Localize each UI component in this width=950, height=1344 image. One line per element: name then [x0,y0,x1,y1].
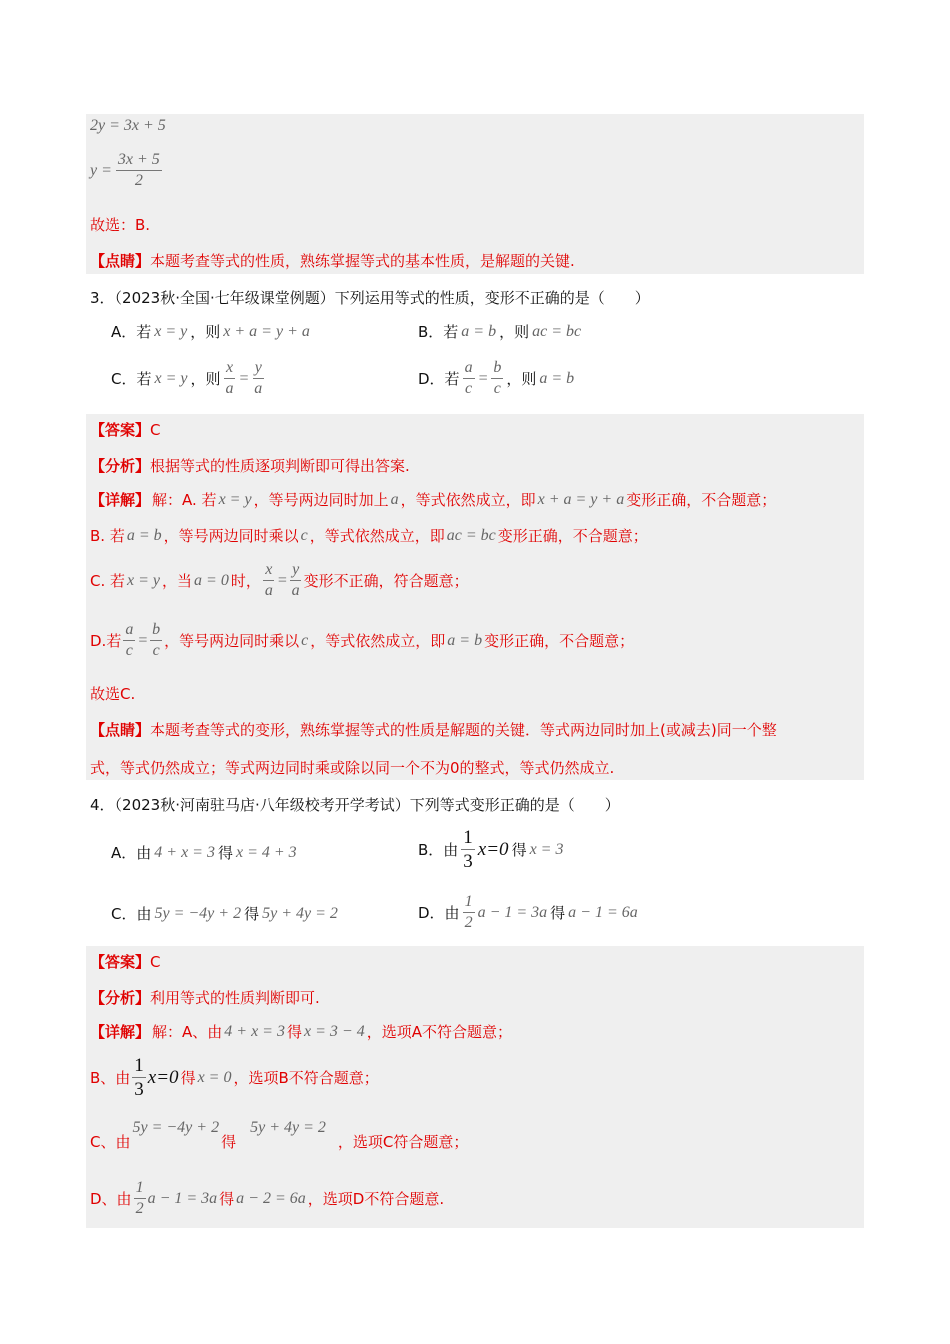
math: a = 0 [194,571,229,589]
text: C. 若 [90,571,126,590]
detail-tag: 【详解】 [90,1023,151,1041]
question-number: 3． [90,289,115,307]
denominator: a [225,380,234,397]
detail-line-4 [90,622,634,659]
option-b [418,828,563,871]
analysis-text: 根据等式的性质逐项判断即可得出答案. [150,457,410,475]
analysis-tag: 【分析】 [90,457,151,475]
equation-lhs: y = [90,161,112,179]
analysis-line [90,988,320,1008]
denominator: 2 [134,172,143,189]
math: x = y [127,571,161,589]
denominator: a [254,380,263,397]
fraction [224,360,236,397]
denominator: c [152,642,160,659]
option-a [111,843,297,863]
detail-tag: 【详解】 [90,491,151,509]
option-label: B．若 [418,323,459,341]
denominator: 2 [464,914,473,931]
math: a − 1 = 6a [568,903,638,921]
math: a = b [447,631,483,649]
note-tag: 【点睛】 [90,252,151,270]
fraction [150,622,162,659]
question-4-stem [90,795,620,815]
text: 变形不正确，符合题意； [303,571,469,590]
text: ，等式依然成立，即 [309,527,445,545]
question-3-stem [90,288,650,308]
fraction [491,360,503,397]
text: 得 [550,903,566,922]
math: x = 3 − 4 [304,1023,365,1040]
denominator: 3 [463,851,473,872]
analysis-text: 利用等式的性质判断即可. [150,989,320,1007]
equation-fraction [90,152,162,189]
numerator: 1 [134,1055,144,1076]
fraction [123,622,135,659]
note-line-1 [90,720,777,740]
denominator: 3 [134,1079,144,1100]
math: x + a = y + a [537,491,625,508]
option-a [111,322,310,342]
math: a − 1 = 3a [147,1189,218,1207]
option-b [418,322,581,342]
numerator: 1 [463,894,475,913]
option-label: A．由 [111,844,152,862]
numerator: b [491,360,503,379]
math: 4 + x = 3 [154,844,215,861]
text: C、由 [90,1133,131,1151]
text: 得 [511,840,527,859]
question-text: （2023秋·全国·七年级课堂例题）下列运用等式的性质，变形不正确的是（ ） [114,289,650,307]
option-label: D．若 [418,369,460,388]
answer-line [90,420,161,440]
choose-line: 故选C. [90,685,136,703]
fraction [134,1180,146,1217]
math: 5y = −4y + 2 [132,1119,220,1136]
text: ，选项A不符合题意； [366,1023,512,1041]
option-label: C．若 [111,369,152,388]
denominator: a [291,582,300,599]
option-d [418,894,638,931]
question-number: 4． [90,796,115,814]
text: 变形正确，不合题意； [497,527,648,545]
text: ，选项D不符合题意. [307,1189,445,1208]
detail-line-1 [90,490,776,510]
text: ，则 [190,323,221,341]
note-line-2: 式，等式仍然成立；等式两边同时乘或除以同一个不为0的整式，等式仍然成立. [90,759,615,777]
option-label: A．若 [111,323,152,341]
answer-tag: 【答案】 [90,421,151,439]
math: a − 1 = 3a [477,903,548,921]
detail-line-2 [90,1056,379,1099]
math: 5y + 4y = 2 [250,1119,326,1136]
fraction [463,894,475,931]
option-label: D．由 [418,903,460,922]
question-text: （2023秋·河南驻马店·八年级校考开学考试）下列等式变形正确的是（ ） [114,796,620,814]
math: ac = bc [532,323,582,340]
detail-line-1 [90,1022,512,1042]
math: x + a = y + a [223,323,310,340]
fraction [116,152,162,189]
note-text: 本题考查等式的变形，熟练掌握等式的性质是解题的关键．等式两边同时加上(或减去)同一个整 [150,721,777,739]
option-c [111,360,264,397]
math: x=0 [477,838,509,860]
math: x = y [154,369,188,387]
text: ，当 [162,571,193,590]
answer-line [90,952,161,972]
math: x=0 [147,1066,179,1088]
option-label: C．由 [111,905,152,923]
text: ，等号两边同时乘以 [163,527,299,545]
text: 变形正确，不合题意； [484,631,635,650]
numerator: x [224,360,235,379]
text: ，等式依然成立，即 [400,491,536,509]
math: a = b [539,369,575,387]
detail-line-2 [90,526,648,546]
denominator: a [264,582,273,599]
note-text: 本题考查等式的性质，熟练掌握等式的基本性质，是解题的关键. [150,252,575,270]
detail-line-3 [90,1118,468,1152]
text: 得 [219,1189,235,1208]
text: D、由 [90,1189,132,1208]
math: x = y [154,323,188,340]
numerator: 1 [134,1180,146,1199]
text: B、由 [90,1068,131,1087]
math: x = 3 [529,840,564,858]
fraction [461,828,475,871]
option-d [418,360,574,397]
numerator: x [263,562,274,581]
answer-value: C [150,953,161,971]
denominator: c [465,380,473,397]
text: ，则 [506,369,537,388]
text: 解：A、由 [152,1023,223,1041]
math: c [301,631,309,649]
text: 时， [230,571,261,590]
fraction [132,1056,146,1099]
math: = [238,369,250,387]
fraction [252,360,264,397]
text: D.若 [90,631,122,650]
math: a = b [126,527,162,544]
math: 4 + x = 3 [224,1023,285,1040]
fraction [463,360,475,397]
text: 得 [286,1023,302,1041]
math: 5y + 4y = 2 [262,905,338,922]
detail-line-3 [90,562,469,599]
text: ，等式依然成立，即 [310,631,446,650]
equation: 2y = 3x + 5 [90,117,166,134]
math: c [300,527,308,544]
solution-block-prev [86,114,864,274]
fraction [263,562,275,599]
denominator: c [493,380,501,397]
text: 解：A. 若 [152,491,217,509]
math: ac = bc [446,527,496,544]
numerator: 3x + 5 [116,152,162,171]
denominator: c [125,642,133,659]
analysis-line [90,456,410,476]
math: a − 2 = 6a [236,1189,306,1207]
text: 得 [217,844,233,862]
option-label: B．由 [418,840,459,859]
math: = [137,631,149,649]
numerator: a [123,622,135,641]
text: 得 [221,1133,237,1151]
text: ，选项B不符合题意； [233,1068,379,1087]
text: ，等号两边同时乘以 [164,631,300,650]
numerator: y [253,360,264,379]
analysis-tag: 【分析】 [90,989,151,1007]
detail-line-4 [90,1180,444,1217]
math: = [477,369,489,387]
option-c [111,904,338,924]
text: 变形正确，不合题意； [626,491,777,509]
text: ，则 [499,323,530,341]
note-line [90,251,575,271]
math: = [276,571,288,589]
denominator: 2 [135,1200,144,1217]
text: 得 [180,1068,196,1087]
numerator: 1 [463,827,473,848]
math: x = 4 + 3 [235,844,297,861]
answer-value: C [150,421,161,439]
fraction [290,562,302,599]
numerator: a [463,360,475,379]
math: a [390,491,399,508]
text: 得 [244,905,260,923]
note-tag: 【点睛】 [90,721,151,739]
text: ，选项C符合题意； [337,1133,469,1151]
text: ，则 [190,369,221,388]
numerator: b [150,622,162,641]
text: B. 若 [90,527,125,545]
numerator: y [290,562,301,581]
math: 5y = −4y + 2 [154,905,242,922]
math: x = 0 [197,1068,232,1086]
choose-line: 故选：B. [90,216,151,234]
answer-tag: 【答案】 [90,953,151,971]
math: x = y [218,491,252,508]
math: a = b [461,323,497,340]
text: ，等号两边同时加上 [253,491,389,509]
